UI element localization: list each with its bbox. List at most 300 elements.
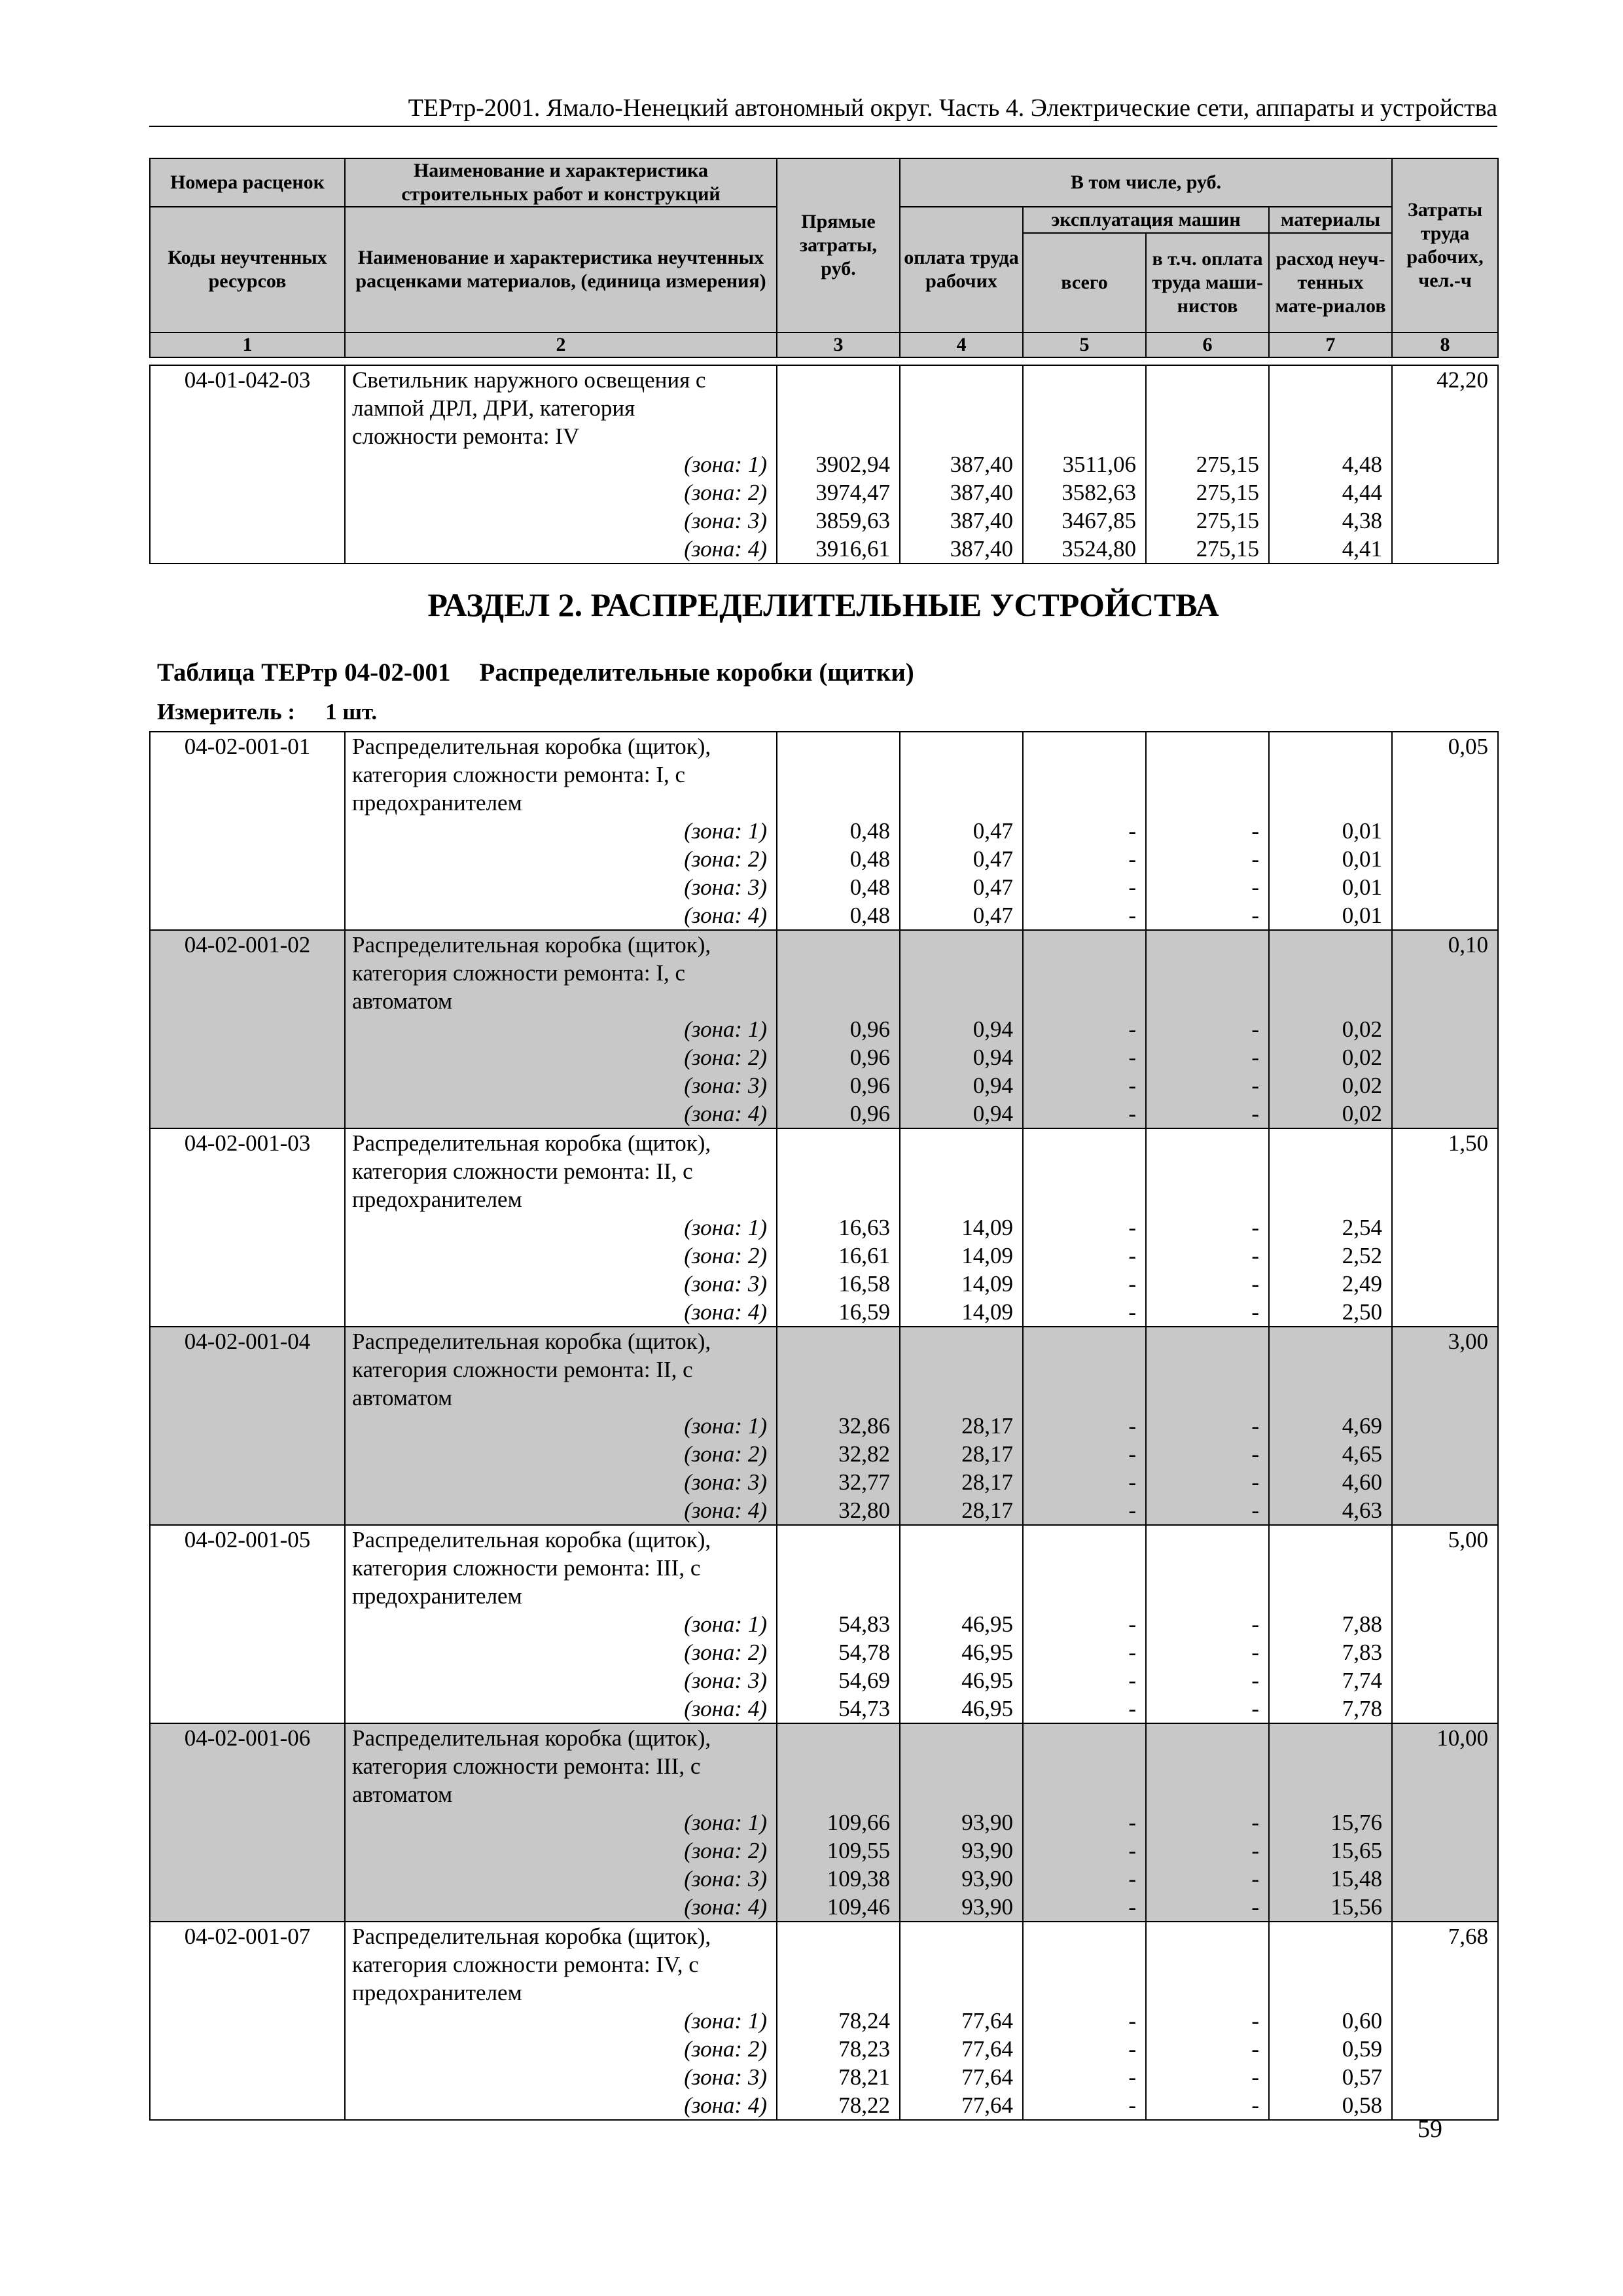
cost-col5 (1023, 930, 1146, 1128)
blank-line (1153, 1922, 1259, 1950)
zone-value: - (1128, 1243, 1136, 1268)
zone-value: 78,21 (838, 2064, 890, 2090)
zone-label: (зона: 1) (684, 818, 767, 844)
cost-col6 (1146, 1128, 1269, 1327)
zone-value: - (1251, 1243, 1259, 1268)
blank-line (907, 931, 1013, 959)
zone-label: (зона: 2) (684, 480, 767, 505)
zone-value: 4,65 (1342, 1441, 1382, 1467)
labor-hours: 5,00 (1392, 1525, 1498, 1723)
cost-col4 (900, 365, 1023, 564)
description-line: категория сложности ремонта: II, с (352, 1357, 693, 1382)
blank-line (907, 1129, 1013, 1157)
zone-value: 7,74 (1342, 1668, 1382, 1693)
blank-line (1276, 1554, 1382, 1582)
zone-value: 0,02 (1342, 1073, 1382, 1098)
zone-label: (зона: 4) (684, 1498, 767, 1523)
header-machines-total: всего (1023, 233, 1146, 332)
cost-col7 (1269, 930, 1392, 1128)
zone-label: (зона: 3) (684, 1668, 767, 1693)
table-caption (157, 657, 914, 689)
zone-value: 4,69 (1342, 1413, 1382, 1439)
rates-table-04-02-001 (149, 731, 1499, 2121)
rate-description (345, 365, 777, 564)
zone-value: 15,65 (1330, 1838, 1382, 1863)
zone-value: - (1128, 1469, 1136, 1495)
blank-line (1153, 1554, 1259, 1582)
zone-value: 14,09 (961, 1271, 1013, 1297)
labor-hours: 0,05 (1392, 732, 1498, 930)
zone-label: (зона: 3) (684, 1073, 767, 1098)
blank-line (1276, 789, 1382, 817)
zone-value: 0,60 (1342, 2008, 1382, 2034)
blank-line (907, 987, 1013, 1015)
blank-line (907, 959, 1013, 987)
blank-line (784, 1752, 890, 1780)
zone-value: 78,23 (838, 2036, 890, 2062)
header-direct-costs: Прямые затраты, руб. (777, 158, 900, 332)
zone-label: (зона: 3) (684, 1271, 767, 1297)
zone-value: - (1128, 1271, 1136, 1297)
blank-line (907, 761, 1013, 789)
blank-line (1276, 1157, 1382, 1185)
blank-line (1030, 1724, 1136, 1752)
zone-value: - (1128, 818, 1136, 844)
blank-line (1153, 1979, 1259, 2007)
zone-value: 387,40 (950, 452, 1013, 477)
blank-line (1153, 1780, 1259, 1808)
blank-line (1030, 1185, 1136, 1213)
zone-value: - (1128, 1611, 1136, 1637)
rate-code: 04-02-001-02 (150, 930, 345, 1128)
labor-hours: 0,10 (1392, 930, 1498, 1128)
cost-col6 (1146, 1327, 1269, 1525)
description-line: предохранителем (352, 1583, 522, 1609)
description-line: Распределительная коробка (щиток), (352, 1130, 711, 1156)
cost-col7 (1269, 1922, 1392, 2120)
description-line: автоматом (352, 1385, 453, 1410)
zone-value: - (1251, 2092, 1259, 2118)
blank-line (1153, 1384, 1259, 1412)
header-rate-numbers: Номера расценок (150, 158, 345, 207)
zone-value: 14,09 (961, 1243, 1013, 1268)
rate-row (150, 1525, 1498, 1723)
blank-line (907, 1752, 1013, 1780)
cost-col7 (1269, 1723, 1392, 1922)
zone-value: 7,88 (1342, 1611, 1382, 1637)
blank-line (784, 394, 890, 422)
header-machinist-pay: в т.ч. оплата труда маши-нистов (1146, 233, 1269, 332)
zone-value: - (1251, 1894, 1259, 1920)
rate-description (345, 1922, 777, 2120)
zone-value: 0,96 (849, 1045, 890, 1070)
description-line: Распределительная коробка (щиток), (352, 1527, 711, 1552)
description-line: Распределительная коробка (щиток), (352, 734, 711, 759)
blank-line (784, 1157, 890, 1185)
blank-line (1153, 1355, 1259, 1384)
rate-code: 04-01-042-03 (150, 365, 345, 564)
zone-value: - (1251, 874, 1259, 900)
blank-line (1030, 1129, 1136, 1157)
blank-line (784, 1355, 890, 1384)
zone-label: (зона: 1) (684, 1413, 767, 1439)
description-line: категория сложности ремонта: IV, с (352, 1952, 699, 1977)
blank-line (907, 1780, 1013, 1808)
zone-label: (зона: 4) (684, 1894, 767, 1920)
blank-line (1030, 1922, 1136, 1950)
zone-value: 93,90 (961, 1810, 1013, 1835)
blank-line (1153, 987, 1259, 1015)
blank-line (784, 1384, 890, 1412)
zone-value: 2,50 (1342, 1299, 1382, 1325)
blank-line (784, 789, 890, 817)
zone-value: 0,59 (1342, 2036, 1382, 2062)
rate-description (345, 1525, 777, 1723)
zone-value: - (1251, 1441, 1259, 1467)
blank-line (1153, 1752, 1259, 1780)
blank-line (1153, 931, 1259, 959)
blank-line (1030, 1355, 1136, 1384)
header-including: В том числе, руб. (900, 158, 1392, 207)
cost-col3 (777, 1723, 900, 1922)
zone-value: 32,86 (838, 1413, 890, 1439)
blank-line (1030, 1979, 1136, 2007)
blank-line (784, 1724, 890, 1752)
zone-value: 77,64 (961, 2008, 1013, 2034)
section-title: РАЗДЕЛ 2. РАСПРЕДЕЛИТЕЛЬНЫЕ УСТРОЙСТВА (427, 586, 1219, 623)
cost-col7 (1269, 1525, 1392, 1723)
blank-line (1276, 1979, 1382, 2007)
blank-line (1030, 1327, 1136, 1355)
blank-line (1030, 1384, 1136, 1412)
header-rule (149, 126, 1497, 127)
zone-value: - (1128, 1894, 1136, 1920)
blank-line (784, 931, 890, 959)
cost-col3 (777, 1327, 900, 1525)
zone-value: 0,94 (972, 1045, 1013, 1070)
blank-line (1030, 1752, 1136, 1780)
zone-label: (зона: 4) (684, 903, 767, 928)
blank-line (1153, 959, 1259, 987)
blank-line (1276, 1922, 1382, 1950)
blank-line (1153, 1129, 1259, 1157)
rate-code: 04-02-001-03 (150, 1128, 345, 1327)
blank-line (784, 1582, 890, 1610)
blank-line (907, 1724, 1013, 1752)
zone-value: 109,66 (827, 1810, 890, 1835)
blank-line (907, 1327, 1013, 1355)
blank-line (907, 732, 1013, 761)
zone-value: - (1128, 2008, 1136, 2034)
blank-line (1030, 1526, 1136, 1554)
blank-line (1153, 1582, 1259, 1610)
blank-line (1276, 1752, 1382, 1780)
blank-line (1030, 394, 1136, 422)
blank-line (907, 1185, 1013, 1213)
zone-value: 32,80 (838, 1498, 890, 1523)
zone-label: (зона: 3) (684, 1469, 767, 1495)
zone-label: (зона: 2) (684, 846, 767, 872)
blank-line (784, 732, 890, 761)
blank-line (784, 987, 890, 1015)
rate-code: 04-02-001-04 (150, 1327, 345, 1525)
cost-col5 (1023, 365, 1146, 564)
header-labor-costs: Затраты труда рабочих, чел.-ч (1392, 158, 1498, 332)
zone-value: - (1251, 1838, 1259, 1863)
rate-description (345, 1128, 777, 1327)
zone-value: - (1251, 1498, 1259, 1523)
blank-line (1153, 1950, 1259, 1979)
zone-value: 2,49 (1342, 1271, 1382, 1297)
rate-row (150, 1128, 1498, 1327)
zone-value: 0,48 (849, 846, 890, 872)
header-resource-codes: Коды неучтенных ресурсов (150, 207, 345, 332)
description-line: предохранителем (352, 1187, 522, 1212)
zone-value: 387,40 (950, 508, 1013, 533)
cost-col7 (1269, 1327, 1392, 1525)
zone-value: - (1251, 846, 1259, 872)
zone-value: 32,82 (838, 1441, 890, 1467)
blank-line (1030, 1157, 1136, 1185)
rate-row (150, 1723, 1498, 1922)
zone-value: - (1128, 1838, 1136, 1863)
zone-value: 16,59 (838, 1299, 890, 1325)
description-line: предохранителем (352, 1980, 522, 2005)
column-number: 7 (1269, 332, 1392, 357)
zone-value: 3916,61 (815, 536, 890, 562)
page-number: 59 (1418, 2115, 1442, 2143)
blank-line (1276, 732, 1382, 761)
zone-value: 0,58 (1342, 2092, 1382, 2118)
zone-value: - (1251, 1668, 1259, 1693)
zone-label: (зона: 4) (684, 1299, 767, 1325)
zone-value: - (1128, 1668, 1136, 1693)
zone-value: 0,47 (972, 903, 1013, 928)
description-line: Распределительная коробка (щиток), (352, 1924, 711, 1949)
zone-value: - (1128, 1441, 1136, 1467)
zone-label: (зона: 1) (684, 1611, 767, 1637)
blank-line (1030, 732, 1136, 761)
blank-line (1276, 931, 1382, 959)
zone-label: (зона: 4) (684, 536, 767, 562)
zone-value: 78,22 (838, 2092, 890, 2118)
zone-value: 15,56 (1330, 1894, 1382, 1920)
blank-line (1030, 931, 1136, 959)
blank-line (784, 1327, 890, 1355)
blank-line (784, 1950, 890, 1979)
blank-line (1276, 366, 1382, 394)
cost-col3 (777, 365, 900, 564)
measure-unit-line (157, 698, 377, 726)
cost-col4 (900, 1922, 1023, 2120)
zone-value: 0,01 (1342, 874, 1382, 900)
zone-value: 0,47 (972, 818, 1013, 844)
blank-line (784, 761, 890, 789)
zone-value: - (1251, 903, 1259, 928)
zone-value: - (1251, 1271, 1259, 1297)
zone-label: (зона: 1) (684, 1215, 767, 1240)
zone-label: (зона: 2) (684, 1640, 767, 1665)
rate-description (345, 930, 777, 1128)
zone-label: (зона: 2) (684, 1243, 767, 1268)
cost-col6 (1146, 732, 1269, 930)
zone-value: 0,02 (1342, 1016, 1382, 1042)
cost-col7 (1269, 1128, 1392, 1327)
blank-line (1030, 1582, 1136, 1610)
zone-label: (зона: 2) (684, 1045, 767, 1070)
zone-label: (зона: 4) (684, 2092, 767, 2118)
header-materials: материалы (1269, 207, 1392, 233)
zone-value: - (1251, 1469, 1259, 1495)
blank-line (907, 1554, 1013, 1582)
zone-value: - (1128, 846, 1136, 872)
zone-value: - (1251, 1016, 1259, 1042)
blank-line (1276, 1327, 1382, 1355)
description-line: Светильник наружного освещения с (352, 367, 706, 393)
blank-line (1276, 394, 1382, 422)
blank-line (1276, 1950, 1382, 1979)
blank-line (1153, 789, 1259, 817)
blank-line (1153, 1724, 1259, 1752)
zone-value: - (1251, 1611, 1259, 1637)
zone-value: 275,15 (1196, 536, 1259, 562)
blank-line (907, 1922, 1013, 1950)
zone-value: 0,01 (1342, 818, 1382, 844)
blank-line (1276, 959, 1382, 987)
blank-line (784, 1780, 890, 1808)
blank-line (907, 1355, 1013, 1384)
blank-line (907, 394, 1013, 422)
zone-value: 0,96 (849, 1101, 890, 1126)
zone-value: 32,77 (838, 1469, 890, 1495)
column-number: 4 (900, 332, 1023, 357)
cost-col6 (1146, 1723, 1269, 1922)
rate-row (150, 930, 1498, 1128)
zone-value: 15,76 (1330, 1810, 1382, 1835)
description-line: категория сложности ремонта: II, с (352, 1158, 693, 1184)
zone-value: 15,48 (1330, 1866, 1382, 1892)
zone-label: (зона: 1) (684, 452, 767, 477)
zone-value: 4,48 (1342, 452, 1382, 477)
blank-line (1276, 1526, 1382, 1554)
measure-value: 1 шт. (325, 699, 378, 725)
blank-line (1153, 422, 1259, 450)
zone-value: 54,83 (838, 1611, 890, 1637)
cost-col4 (900, 1327, 1023, 1525)
blank-line (784, 1554, 890, 1582)
zone-value: 275,15 (1196, 452, 1259, 477)
blank-line (1153, 1157, 1259, 1185)
zone-value: 28,17 (961, 1413, 1013, 1439)
cost-col5 (1023, 1723, 1146, 1922)
description-line: Распределительная коробка (щиток), (352, 1725, 711, 1751)
column-number: 8 (1392, 332, 1498, 357)
description-line: категория сложности ремонта: III, с (352, 1753, 701, 1779)
description-line: категория сложности ремонта: I, с (352, 960, 686, 986)
cost-col4 (900, 732, 1023, 930)
blank-line (1030, 422, 1136, 450)
blank-line (907, 422, 1013, 450)
blank-line (1030, 1780, 1136, 1808)
description-line: категория сложности ремонта: I, с (352, 762, 686, 787)
zone-value: 16,63 (838, 1215, 890, 1240)
zone-value: 16,58 (838, 1271, 890, 1297)
zone-value: - (1128, 874, 1136, 900)
zone-label: (зона: 1) (684, 1016, 767, 1042)
blank-line (784, 1129, 890, 1157)
blank-line (1153, 1185, 1259, 1213)
cost-col6 (1146, 1922, 1269, 2120)
zone-label: (зона: 2) (684, 1838, 767, 1863)
cost-col4 (900, 1525, 1023, 1723)
blank-line (907, 789, 1013, 817)
zone-value: 387,40 (950, 536, 1013, 562)
cost-col6 (1146, 930, 1269, 1128)
zone-value: 0,48 (849, 874, 890, 900)
blank-line (907, 1979, 1013, 2007)
zone-label: (зона: 4) (684, 1696, 767, 1721)
zone-value: - (1251, 2008, 1259, 2034)
zone-value: - (1128, 2064, 1136, 2090)
rate-row (150, 1922, 1498, 2120)
zone-label: (зона: 1) (684, 2008, 767, 2034)
description-line: лампой ДРЛ, ДРИ, категория (352, 395, 635, 421)
cost-col5 (1023, 1327, 1146, 1525)
zone-value: 7,78 (1342, 1696, 1382, 1721)
zone-value: 54,78 (838, 1640, 890, 1665)
description-line: Распределительная коробка (щиток), (352, 932, 711, 958)
zone-value: - (1251, 1101, 1259, 1126)
zone-value: 0,94 (972, 1016, 1013, 1042)
zone-value: 0,48 (849, 903, 890, 928)
zone-value: - (1251, 1810, 1259, 1835)
labor-hours: 3,00 (1392, 1327, 1498, 1525)
zone-value: 54,73 (838, 1696, 890, 1721)
description-line: категория сложности ремонта: III, с (352, 1555, 701, 1581)
header-material-consumption: расход неуч-тенных мате-риалов (1269, 233, 1392, 332)
zone-value: 0,01 (1342, 903, 1382, 928)
blank-line (1153, 732, 1259, 761)
rate-row (150, 732, 1498, 930)
cost-col3 (777, 930, 900, 1128)
zone-value: 14,09 (961, 1215, 1013, 1240)
zone-value: 275,15 (1196, 480, 1259, 505)
table-header (149, 158, 1499, 358)
description-line: автоматом (352, 988, 453, 1014)
zone-label: (зона: 1) (684, 1810, 767, 1835)
zone-value: 0,48 (849, 818, 890, 844)
zone-value: 0,57 (1342, 2064, 1382, 2090)
zone-value: - (1251, 1215, 1259, 1240)
zone-value: - (1251, 1045, 1259, 1070)
column-number: 2 (345, 332, 777, 357)
blank-line (784, 1185, 890, 1213)
blank-line (784, 1526, 890, 1554)
zone-value: 3902,94 (815, 452, 890, 477)
labor-hours: 1,50 (1392, 1128, 1498, 1327)
column-number: 6 (1146, 332, 1269, 357)
zone-value: - (1251, 1640, 1259, 1665)
blank-line (1276, 761, 1382, 789)
zone-value: - (1128, 903, 1136, 928)
zone-value: - (1128, 1073, 1136, 1098)
zone-value: - (1128, 1215, 1136, 1240)
blank-line (1030, 761, 1136, 789)
rate-description (345, 732, 777, 930)
zone-value: 28,17 (961, 1498, 1013, 1523)
rate-row (150, 365, 1498, 564)
zone-value: 0,47 (972, 874, 1013, 900)
